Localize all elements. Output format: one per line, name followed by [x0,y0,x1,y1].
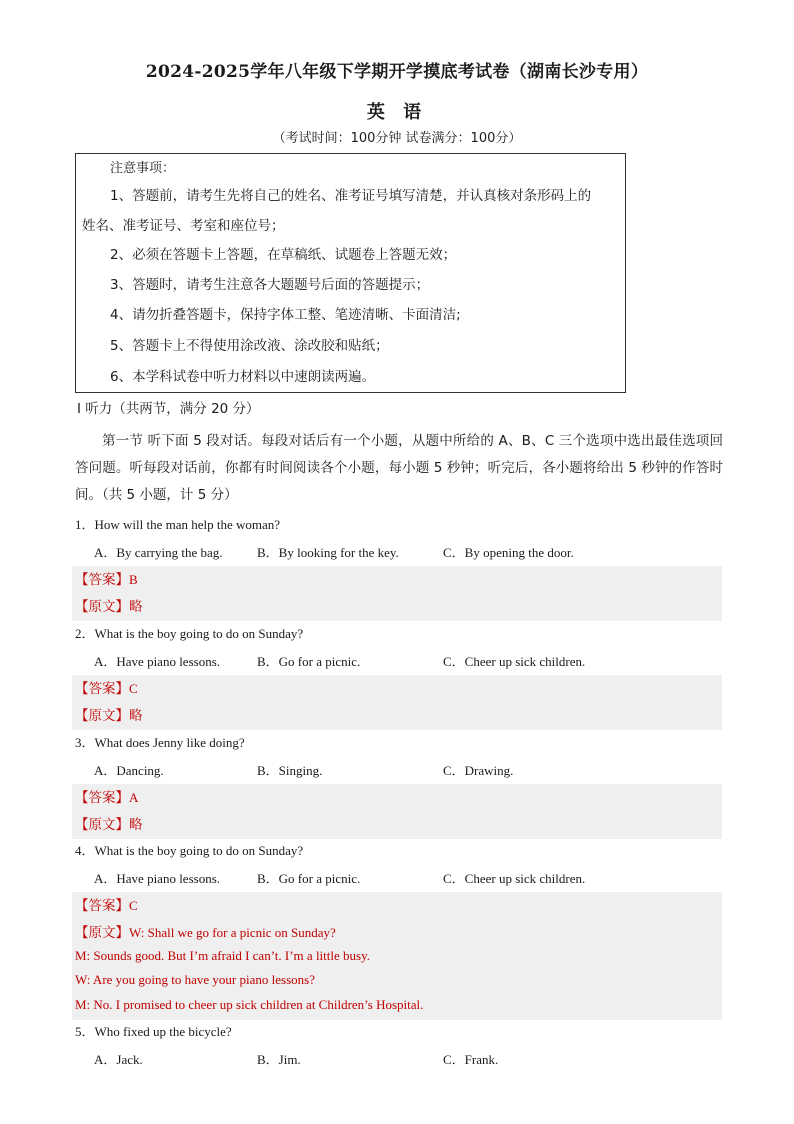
notice-item: 3、答题时，请考生注意各大题题号后面的答题提示； [110,277,430,293]
answer-label: 【答案】 [75,898,129,914]
answer-value: C [129,898,138,913]
transcript-label: 【原文】 [75,925,129,941]
transcript-line [75,921,336,941]
exam-info: （考试时间：100分钟 试卷满分：100分） [272,131,522,146]
transcript-value: 略 [129,817,143,833]
notice-item: 5、答题卡上不得使用涂改液、涂改胶和贴纸； [110,338,389,354]
option-c: C．Frank. [443,1052,499,1067]
question-stem: 5．Who fixed up the bicycle? [75,1024,232,1039]
question-stem: 3．What does Jenny like doing? [75,735,245,750]
transcript-line: W: Are you going to have your piano lessons? [75,972,315,987]
notice-item: 6、本学科试卷中听力材料以中速朗读两遍。 [110,369,376,385]
notice-item: 1、答题前，请考生先将自己的姓名、准考证号填写清楚，并认真核对条形码上的 [110,188,592,204]
exam-title: 2024-2025学年八年级下学期开学摸底考试卷（湖南长沙专用） [145,62,649,82]
transcript-value: 略 [129,599,143,615]
answer-block [72,675,722,730]
option-a: A．Have piano lessons. [94,654,221,669]
transcript-label: 【原文】 [75,708,129,724]
option-a: A．Have piano lessons. [94,871,221,886]
answer-value: A [129,790,139,805]
option-a: A．Jack. [94,1052,143,1067]
answer-line [75,677,138,697]
transcript-line: M: Sounds good. But I’m afraid I can’t. I’m a little busy. [75,948,370,963]
section-intro: 第一节 听下面 5 段对话。每段对话后有一个小题，从题中所给的 A、B、C 三个选项中选出最佳选项回答问题。听每段对话前，你都有时间阅读各个小题，每小题 5 秒钟；听完后，各小题将给出 5 秒钟的作答时间。（共 5 小题，计 5 分） [75,433,723,503]
question-stem: 2．What is the boy going to do on Sunday? [75,626,304,641]
answer-label: 【答案】 [75,790,129,806]
subject-title: 英 语 [366,102,428,123]
option-b: B．By looking for the key. [257,545,399,560]
answer-block [72,784,722,839]
transcript-label: 【原文】 [75,599,129,615]
answer-value: B [129,572,138,587]
transcript-line: M: No. I promised to cheer up sick children at Children’s Hospital. [75,997,424,1012]
option-b: B．Go for a picnic. [257,871,361,886]
option-b: B．Go for a picnic. [257,654,361,669]
option-b: B．Jim. [257,1052,301,1067]
question-stem: 4．What is the boy going to do on Sunday? [75,843,304,858]
notice-box [75,153,626,393]
option-c: C．Cheer up sick children. [443,654,586,669]
notice-item: 4、请勿折叠答题卡，保持字体工整、笔迹清晰、卡面清洁; [110,307,461,323]
option-c: C．Cheer up sick children. [443,871,586,886]
notice-item: 2、必须在答题卡上答题，在草稿纸、试题卷上答题无效； [110,247,457,263]
option-b: B．Singing. [257,763,323,778]
answer-value: C [129,681,138,696]
answer-block [72,566,722,621]
section-heading: Ⅰ 听力（共两节，满分 20 分） [77,401,260,417]
transcript-value: 略 [129,708,143,724]
option-a: A．Dancing. [94,763,164,778]
answer-label: 【答案】 [75,681,129,697]
option-a: A．By carrying the bag. [94,545,223,560]
answer-line [75,894,138,914]
transcript-line [75,704,143,724]
option-c: C．By opening the door. [443,545,574,560]
transcript-label: 【原文】 [75,817,129,833]
notice-item: 姓名、准考证号、考室和座位号； [82,218,285,234]
transcript-value: W: Shall we go for a picnic on Sunday? [129,925,336,940]
transcript-line [75,595,143,615]
answer-line [75,568,138,588]
option-c: C．Drawing. [443,763,514,778]
answer-line [75,786,138,806]
answer-label: 【答案】 [75,572,129,588]
question-stem: 1．How will the man help the woman? [75,517,281,532]
notice-heading: 注意事项： [110,161,176,176]
transcript-line [75,813,143,833]
